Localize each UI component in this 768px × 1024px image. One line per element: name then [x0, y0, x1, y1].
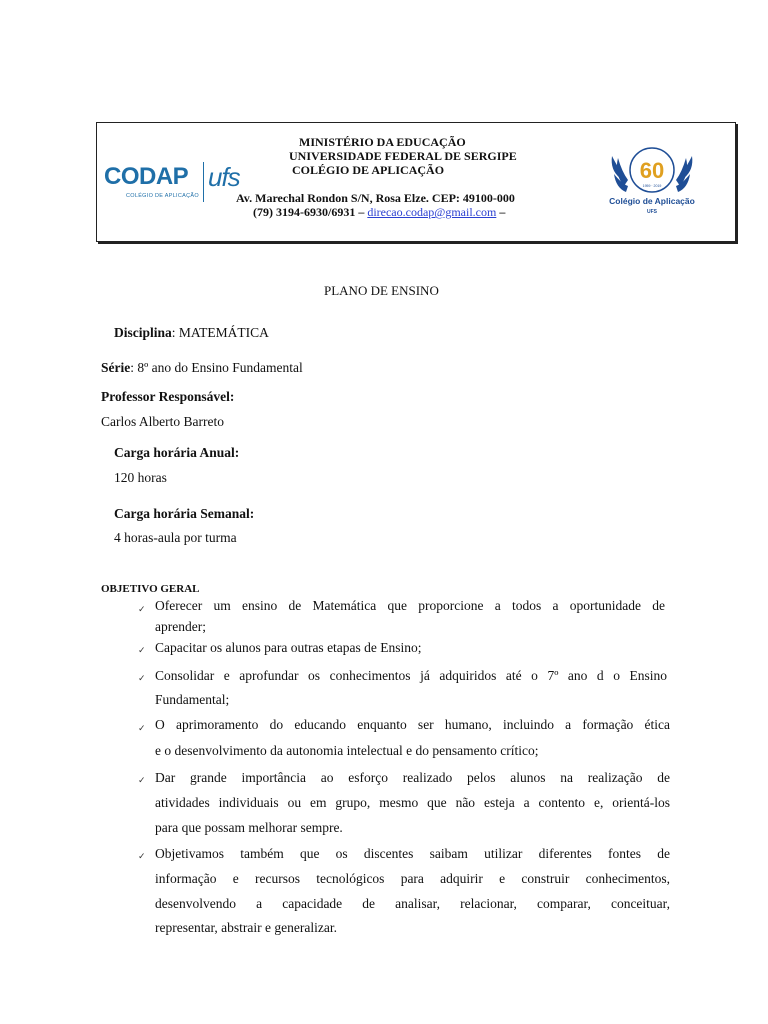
header-email-link[interactable]: direcao.codap@gmail.com [367, 205, 497, 219]
header-line-university: UNIVERSIDADE FEDERAL DE SERGIPE [289, 149, 517, 163]
seal-years: 1959 · 2019 [642, 184, 662, 188]
bullet-check-icon: ✓ [138, 851, 146, 861]
bullet-check-icon: ✓ [138, 645, 146, 655]
serie-field [101, 360, 303, 376]
objetivo-4-line-2: e o desenvolvimento da autonomia intelectual e do pensamento crítico; [155, 743, 539, 758]
header-line-ministry: MINISTÉRIO DA EDUCAÇÃO [299, 135, 466, 149]
objetivo-5-line-1: Dar grande importância ao esforço realizado pelos alunos na realização de [155, 770, 670, 785]
laurel-left [612, 156, 628, 192]
carga-semanal-value: 4 horas-aula por turma [114, 530, 237, 545]
carga-semanal-label: Carga horária Semanal: [114, 506, 255, 521]
header-phone: (79) 3194-6930/6931 – [253, 205, 365, 219]
codap-logo-subtitle: COLÉGIO DE APLICAÇÃO [126, 193, 199, 199]
objetivo-3-line-2: Fundamental; [155, 692, 230, 707]
codap-logo-text: CODAP [104, 163, 189, 190]
bullet-check-icon: ✓ [138, 604, 146, 614]
bullet-check-icon: ✓ [138, 673, 146, 683]
objetivo-5-line-3: para que possam melhorar sempre. [155, 820, 343, 835]
bullet-check-icon: ✓ [138, 775, 146, 785]
objetivo-3-line-1: Consolidar e aprofundar os conhecimentos já adquiridos até o 7º ano d o Ensino [155, 668, 667, 683]
logo-divider [203, 162, 204, 202]
ufs-logo-text: ufs [208, 162, 240, 192]
objetivo-6-line-1: Objetivamos também que os discentes saibam utilizar diferentes fontes de [155, 846, 670, 861]
codap-ufs-logo [104, 160, 254, 206]
document-title: PLANO DE ENSINO [324, 283, 439, 298]
carga-anual-label: Carga horária Anual: [114, 445, 240, 460]
disciplina-value: : MATEMÁTICA [171, 325, 269, 340]
laurel-right [676, 156, 692, 192]
objetivo-geral-heading: OBJETIVO GERAL [101, 583, 200, 595]
serie-label: Série [101, 360, 131, 375]
header-address: Av. Marechal Rondon S/N, Rosa Elze. CEP: 49100-000 [236, 191, 515, 205]
objetivo-6-line-3: desenvolvendo a capacidade de analisar, relacionar, comparar, conceituar, [155, 896, 670, 911]
disciplina-label: Disciplina [114, 325, 172, 340]
serie-value: : 8º ano do Ensino Fundamental [130, 360, 303, 375]
objetivo-5-line-2: atividades individuais ou em grupo, mesmo que não esteja a contento e, orientá-los [155, 795, 670, 810]
objetivo-6-line-4: representar, abstrair e generalizar. [155, 920, 337, 935]
objetivo-1-line-1: Oferecer um ensino de Matemática que proporcione a todos a oportunidade de [155, 598, 665, 613]
disciplina-field [114, 325, 269, 341]
header-line-college: COLÉGIO DE APLICAÇÃO [292, 163, 445, 177]
seal-sub: UFS [647, 209, 657, 215]
bullet-check-icon: ✓ [138, 723, 146, 733]
objetivo-1-line-2: aprender; [155, 619, 206, 634]
carga-anual-value: 120 horas [114, 470, 167, 485]
seal-number: 60 [639, 158, 665, 183]
seal-60-years-logo [604, 134, 700, 230]
seal-label: Colégio de Aplicação [609, 196, 695, 206]
header-email-suffix: – [499, 205, 506, 219]
objetivo-2-line-1: Capacitar os alunos para outras etapas de Ensino; [155, 640, 422, 655]
header-contact [253, 205, 505, 220]
objetivo-6-line-2: informação e recursos tecnológicos para adquirir e construir conhecimentos, [155, 871, 670, 886]
objetivo-4-line-1: O aprimoramento do educando enquanto ser humano, incluindo a formação ética [155, 717, 670, 732]
professor-value: Carlos Alberto Barreto [101, 414, 224, 429]
professor-label: Professor Responsável: [101, 389, 235, 404]
